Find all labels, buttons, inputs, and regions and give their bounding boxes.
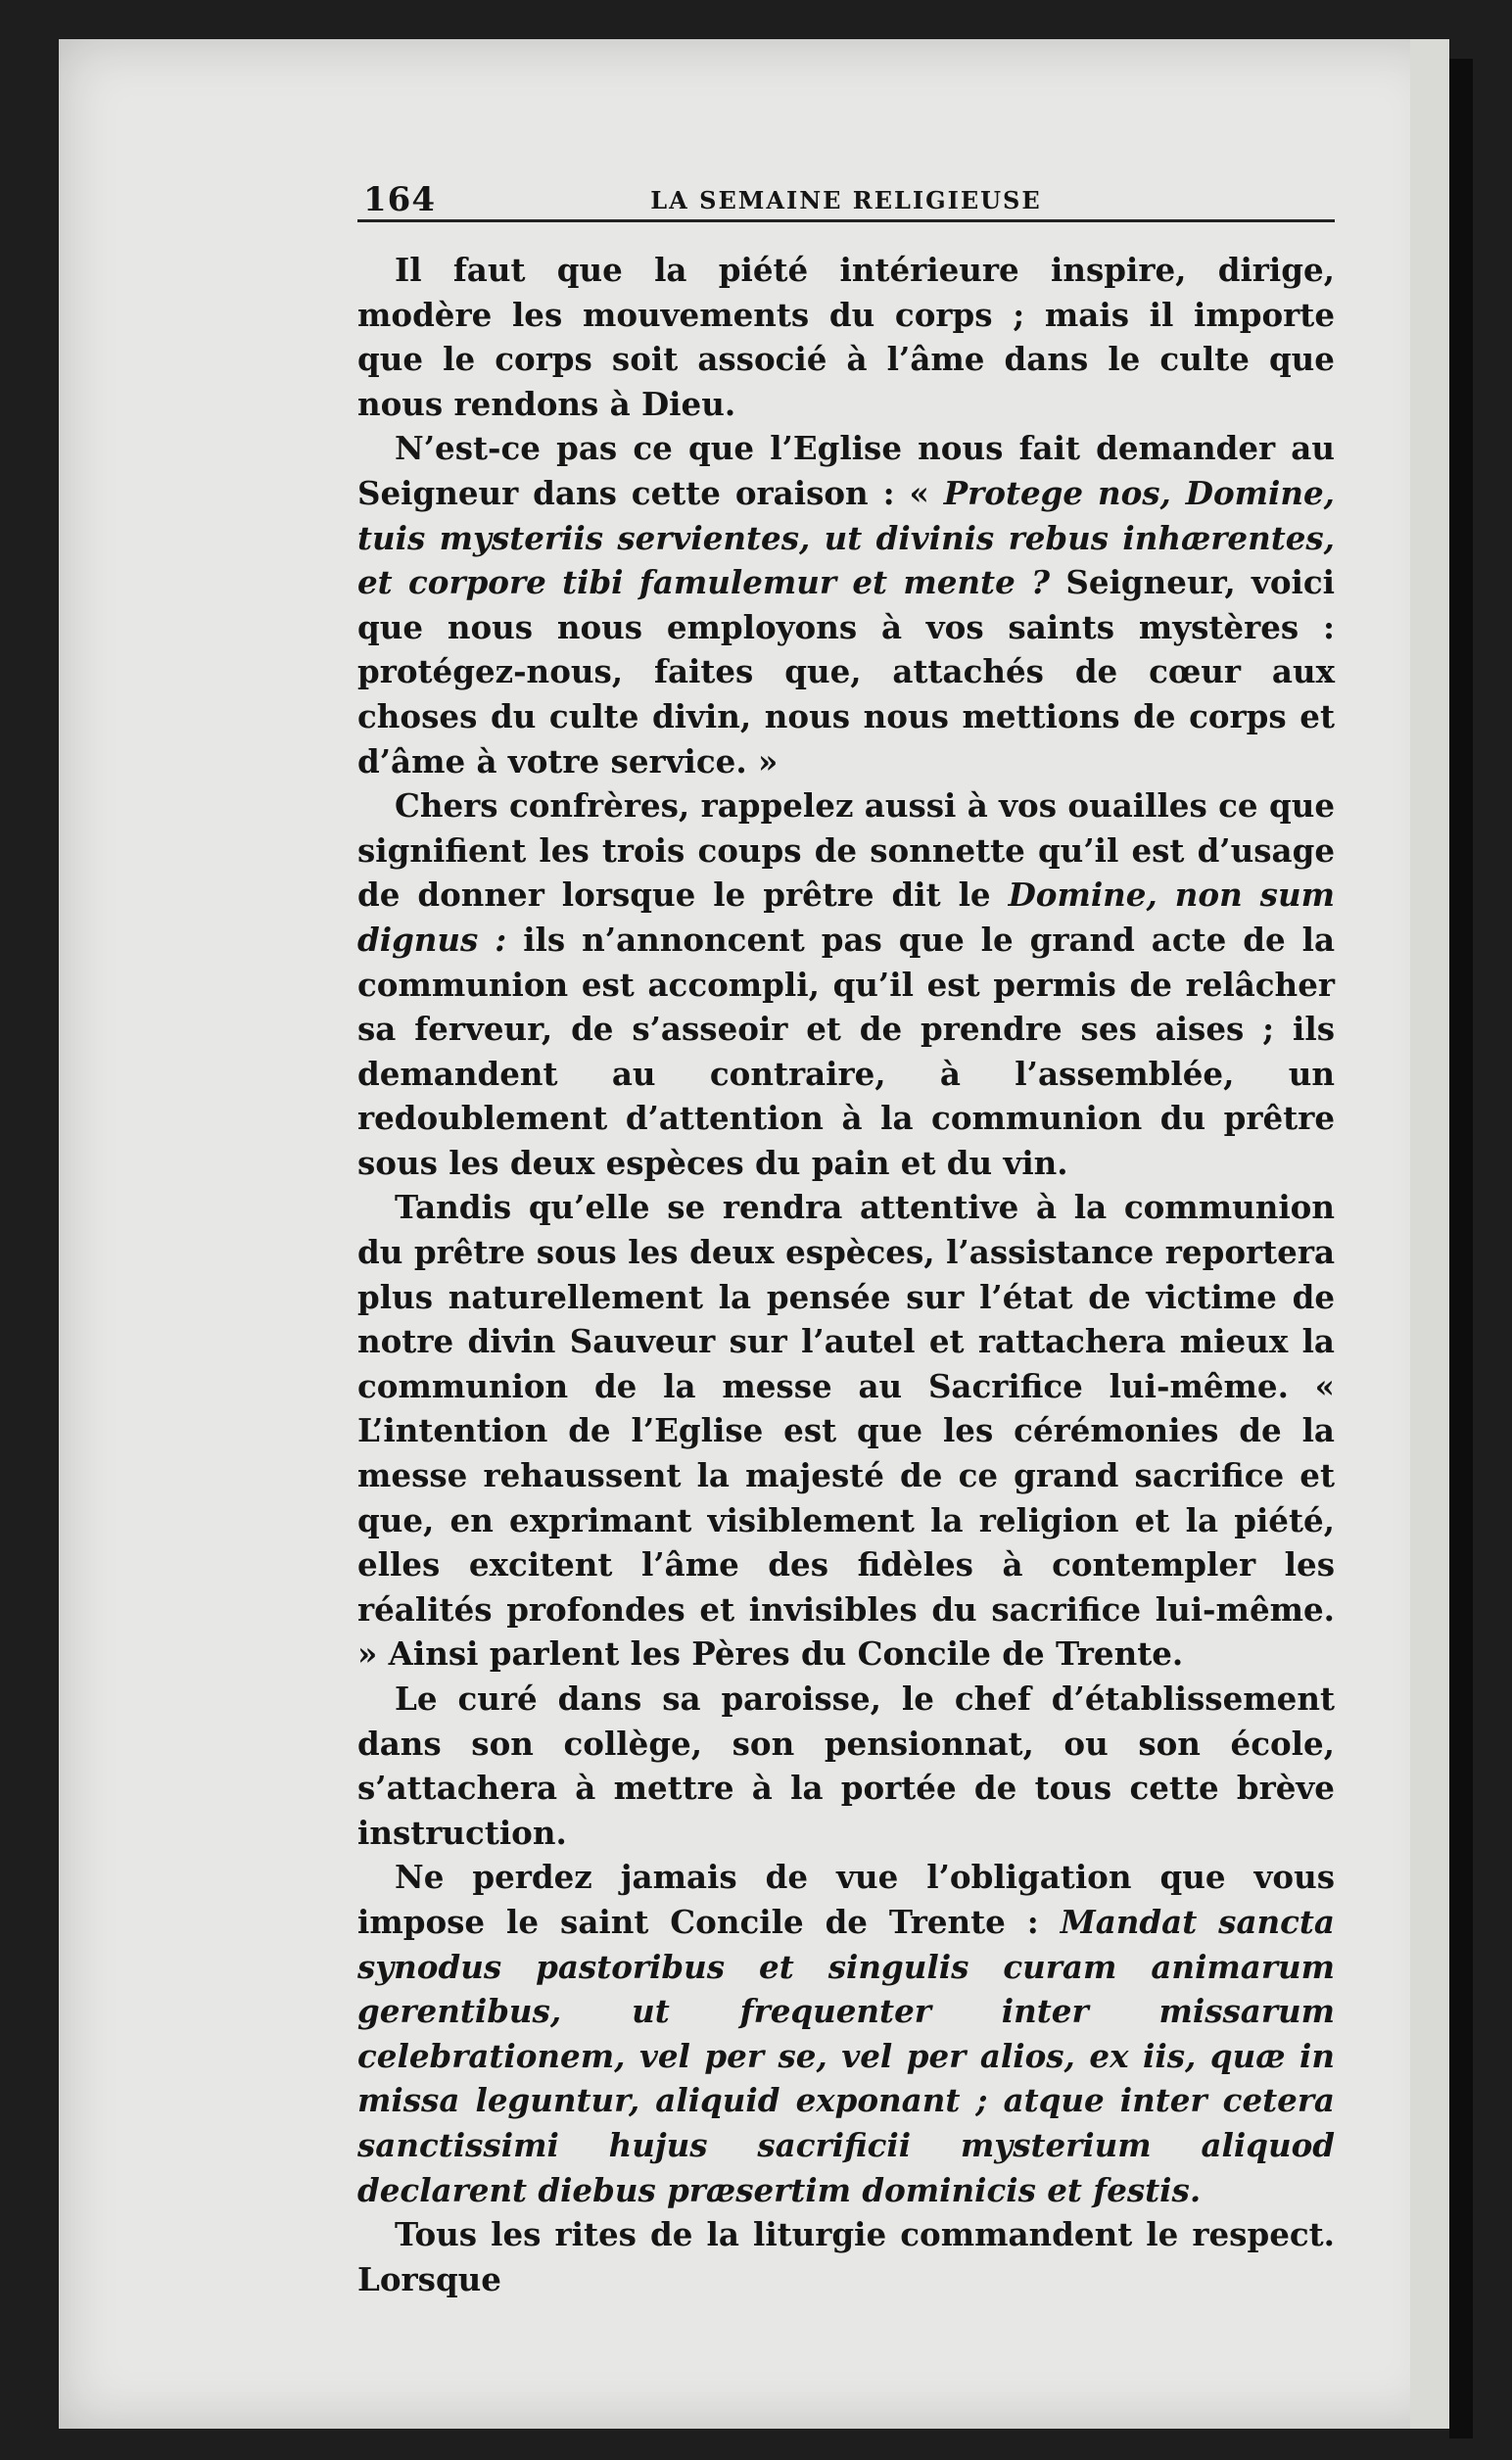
paragraph-2 (357, 426, 1335, 783)
latin-quote: Protege nos, Domine, tuis mysteriis servientes, ut divinis rebus inhærentes, et corpore tibi famulemur et mente ? (357, 473, 1335, 602)
text-segment: ils n’annoncent pas que le grand acte de la communion est accompli, qu’il est permis de relâcher sa ferveur, de s’asseoir et de prendre ses aises ; ils demandent au contraire, à l’assemblée, un redoublement d’attention à la communion du prêtre sous les deux espèces du pain et du vin. (357, 920, 1335, 1182)
latin-quote: Mandat sancta synodus pastoribus et singulis curam animarum gerentibus, ut frequenter inter missarum celebrationem, vel per se, vel per alios, ex iis, quæ in missa leguntur, aliquid exponant ; atque inter cetera sanctissimi hujus sacrificii mysterium aliquod declarent diebus præsertim dominicis et festis. (357, 1902, 1335, 2209)
paragraph-7 (357, 2212, 1335, 2301)
paragraph-5 (357, 1677, 1335, 1855)
text-segment: Seigneur, voici que nous nous employons à vos saints mystères : protégez-nous, faites que, attachés de cœur aux choses du culte divin, nous nous mettions de corps et d’âme à votre service. » (357, 563, 1335, 781)
text-segment: Le curé dans sa paroisse, le chef d’établissement dans son collège, son pensionnat, ou son école, s’attachera à mettre à la portée de tous cette brève instruction. (357, 1679, 1335, 1852)
page-content (357, 176, 1335, 2301)
page-header (357, 176, 1335, 222)
paragraph-3 (357, 783, 1335, 1185)
latin-quote: Domine, non sum dignus : (357, 875, 1335, 959)
text-segment: Ne perdez jamais de vue l’obligation que vous impose le saint Concile de Trente : (357, 1858, 1335, 1941)
binding-shadow (1449, 59, 1473, 2438)
page-number: 164 (363, 180, 436, 219)
text-segment: Chers confrères, rappelez aussi à vos ouailles ce que signifient les trois coups de sonnette qu’il est d’usage de donner lorsque le prêtre dit le (357, 786, 1335, 915)
running-head: LA SEMAINE RELIGIEUSE (650, 186, 1042, 214)
paragraph-4 (357, 1185, 1335, 1677)
paragraph-1 (357, 248, 1335, 426)
text-segment: N’est-ce pas ce que l’Eglise nous fait demander au Seigneur dans cette oraison : « (357, 429, 1335, 512)
paragraph-6 (357, 1855, 1335, 2212)
text-segment: Il faut que la piété intérieure inspire, dirige, modère les mouvements du corps ; mais il importe que le corps soit associé à l’âme dans le culte que nous rendons à Dieu. (357, 251, 1335, 423)
text-segment: Tous les rites de la liturgie commandent le respect. Lorsque (357, 2215, 1335, 2298)
page-edge (1410, 39, 1449, 2429)
text-segment: Tandis qu’elle se rendra attentive à la communion du prêtre sous les deux espèces, l’assistance reportera plus naturellement la pensée sur l’état de victime de notre divin Sauveur sur l’autel et rattachera mieux la communion de la messe au Sacrifice lui-même. « L’intention de l’Eglise est que les cérémonies de la messe rehaussent la majesté de ce grand sacrifice et que, en exprimant visiblement la religion et la piété, elles excitent l’âme des fidèles à contempler les réalités profondes et invisibles du sacrifice lui-même. » Ainsi parlent les Pères du Concile de Trente. (357, 1188, 1335, 1674)
